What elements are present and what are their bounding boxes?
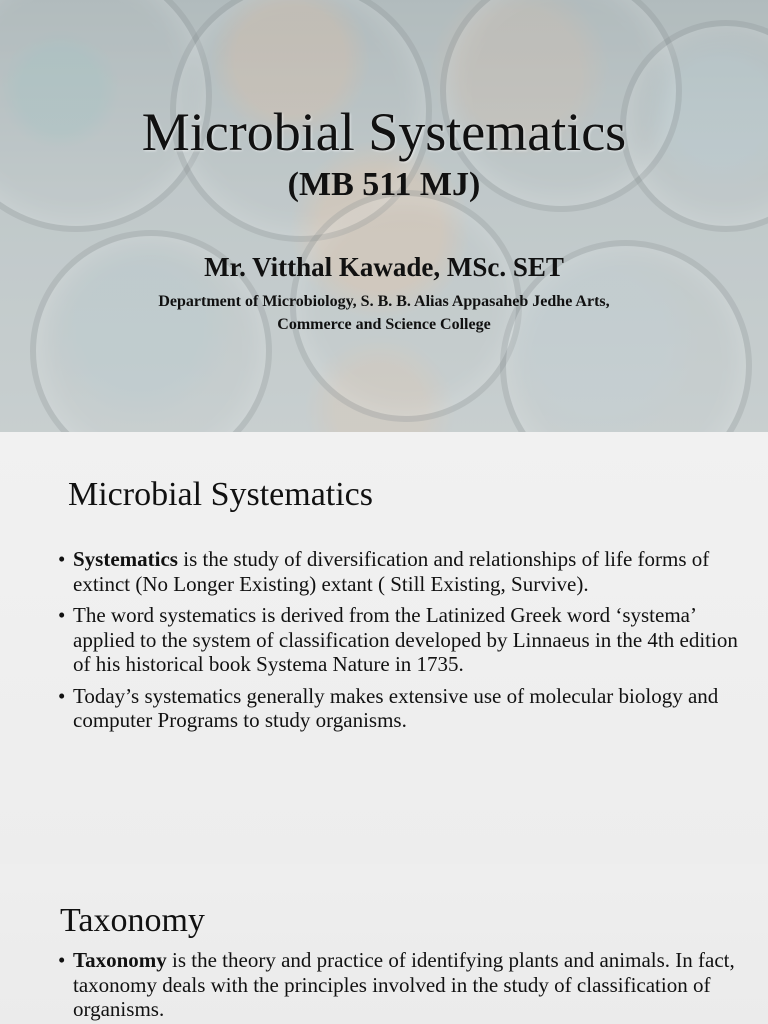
bullet-list <box>58 547 738 740</box>
bullet-icon: • <box>58 683 66 708</box>
presentation-title: Microbial Systematics <box>141 102 627 162</box>
department-affiliation <box>0 290 768 336</box>
title-slide <box>0 0 768 432</box>
bullet-item <box>58 684 738 733</box>
bullet-term: Systematics <box>73 547 178 571</box>
slide-heading: Taxonomy <box>60 902 205 939</box>
bullet-icon: • <box>58 603 66 627</box>
bullet-item <box>58 547 738 596</box>
author-name: Mr. Vitthal Kawade, MSc. SET <box>204 252 564 282</box>
slide-heading: Microbial Systematics <box>68 476 374 513</box>
bullet-text: The word systematics is derived from the Latinized Greek word ‘systema’ applied to the system of classification developed by Linnaeus in the 4th edition of his historical book Systema Nature in 1735. <box>73 603 738 676</box>
course-code: (MB 511 MJ) <box>287 166 481 203</box>
department-line-1: Department of Microbiology, S. B. B. Alias Appasaheb Jedhe Arts, <box>158 293 610 310</box>
bullet-item <box>58 948 748 1022</box>
bullet-term: Taxonomy <box>73 948 167 972</box>
bullet-icon: • <box>58 547 66 571</box>
bullet-item <box>58 603 738 677</box>
department-line-2: Commerce and Science College <box>277 316 491 333</box>
bullet-text: is the study of diversification and relationships of life forms of extinct (No Longer Existing) extant ( Still Existing, Survive). <box>73 547 710 596</box>
systematics-slide <box>0 432 768 864</box>
bullet-list <box>58 948 748 1024</box>
taxonomy-slide <box>0 864 768 1024</box>
bullet-icon: • <box>58 948 66 972</box>
bullet-text: Today’s systematics generally makes extensive use of molecular biology and computer Programs to study organisms. <box>73 683 719 732</box>
bullet-text: is the theory and practice of identifying plants and animals. In fact, taxonomy deals with the principles involved in the study of classification of organisms. <box>73 948 735 1021</box>
